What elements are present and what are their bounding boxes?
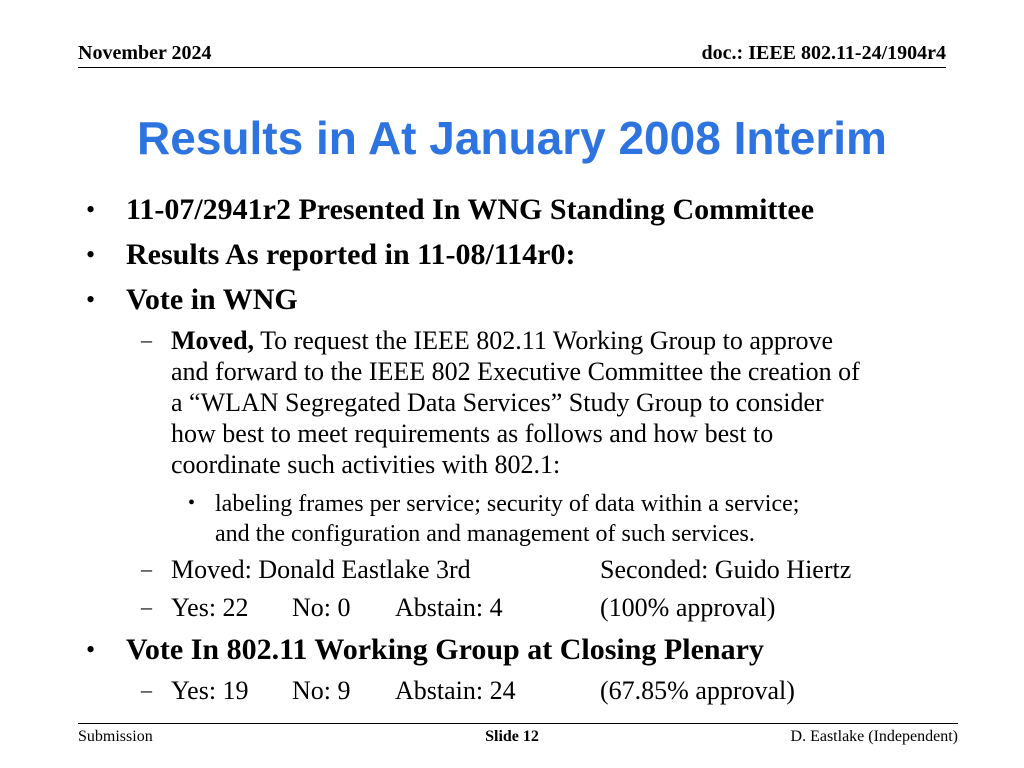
moved-by: Moved: Donald Eastlake 3rd bbox=[171, 555, 471, 584]
footer-slide-number: Slide 12 bbox=[485, 728, 539, 745]
wg-vote-abstain: Abstain: 24 bbox=[395, 676, 516, 705]
dash-marker: – bbox=[141, 327, 152, 352]
slide-title: Results in At January 2008 Interim bbox=[137, 112, 887, 164]
wng-vote-no: No: 0 bbox=[292, 593, 351, 622]
bullet-marker: • bbox=[86, 195, 96, 224]
motion-line-4: how best to meet requirements as follows and how best to bbox=[171, 419, 774, 448]
sub-line-1: labeling frames per service; security of data within a service; bbox=[215, 491, 800, 517]
bullet-vote-wg: Vote In 802.11 Working Group at Closing Plenary bbox=[126, 633, 764, 666]
bullet-presented: 11-07/2941r2 Presented In WNG Standing Committee bbox=[126, 193, 815, 226]
bullet-vote-wng: Vote in WNG bbox=[126, 283, 298, 316]
motion-line-2: and forward to the IEEE 802 Executive Committee the creation of bbox=[171, 357, 860, 386]
motion-line-5: coordinate such activities with 802.1: bbox=[171, 450, 561, 479]
dash-marker: – bbox=[141, 556, 152, 581]
bullet-marker: • bbox=[86, 285, 96, 314]
dash-marker: – bbox=[141, 677, 152, 702]
wg-vote-yes: Yes: 19 bbox=[171, 676, 249, 705]
header-date: November 2024 bbox=[78, 42, 212, 64]
motion-lead: Moved, bbox=[171, 326, 255, 355]
bullet-marker: • bbox=[86, 240, 96, 269]
wng-vote-abstain: Abstain: 4 bbox=[395, 593, 503, 622]
bullet-marker: • bbox=[86, 635, 96, 664]
footer-submission: Submission bbox=[78, 728, 153, 745]
header-doc-id: doc.: IEEE 802.11-24/1904r4 bbox=[701, 42, 946, 64]
footer-divider bbox=[78, 723, 958, 724]
footer-author: D. Eastlake (Independent) bbox=[790, 728, 958, 745]
header-divider bbox=[78, 67, 946, 68]
bullet-marker: • bbox=[188, 492, 196, 514]
wg-vote-approval: (67.85% approval) bbox=[600, 676, 795, 705]
dash-marker: – bbox=[141, 594, 152, 619]
motion-text: To request the IEEE 802.11 Working Group to approve bbox=[260, 326, 834, 355]
wng-vote-approval: (100% approval) bbox=[600, 593, 776, 622]
sub-line-2: and the configuration and management of such services. bbox=[215, 521, 755, 547]
seconded-by: Seconded: Guido Hiertz bbox=[600, 555, 852, 584]
bullet-results: Results As reported in 11-08/114r0: bbox=[126, 238, 576, 271]
wg-vote-no: No: 9 bbox=[292, 676, 351, 705]
motion-line-3: a “WLAN Segregated Data Services” Study Group to consider bbox=[171, 388, 824, 417]
motion-line-1 bbox=[171, 326, 833, 356]
wng-vote-yes: Yes: 22 bbox=[171, 593, 249, 622]
